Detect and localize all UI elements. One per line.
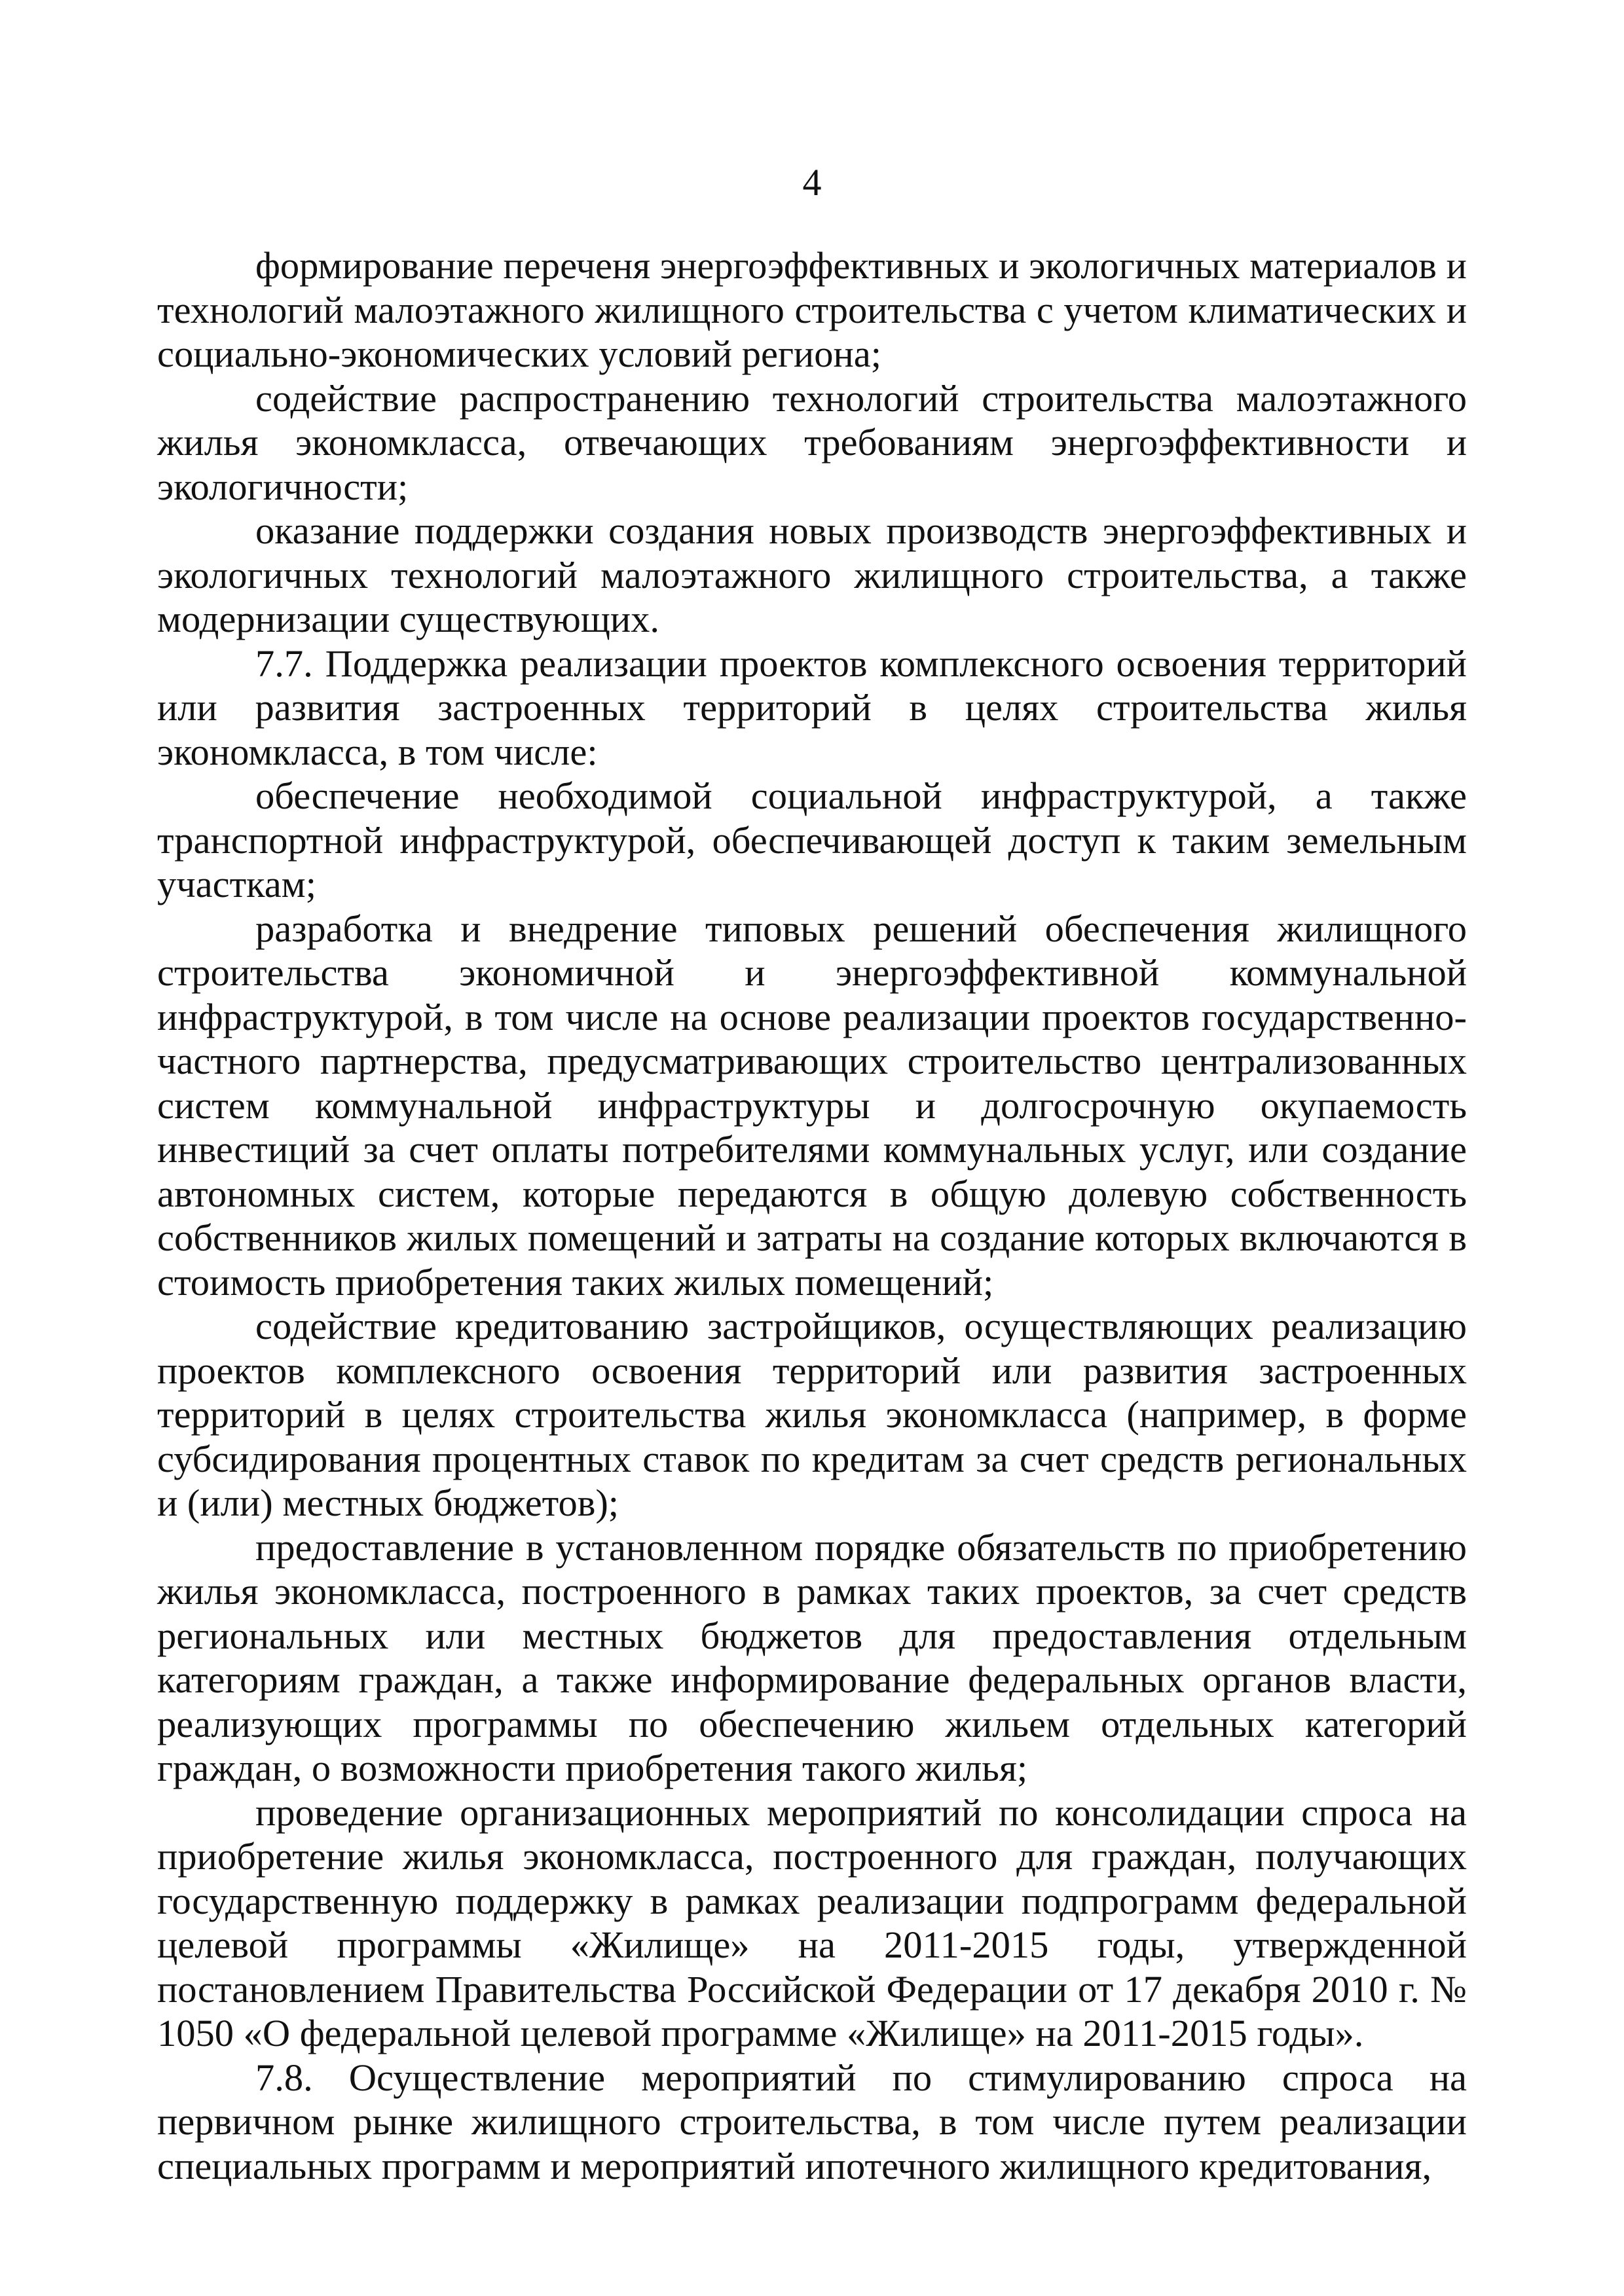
paragraph-section-7-8: 7.8. Осуществление мероприятий по стимулированию спроса на первичном рынке жилищного строительства, в том числе путем реализации специальных программ и мероприятий ипотечного жилищного кредитования, xyxy=(157,2056,1467,2187)
paragraph-developer-credit: содействие кредитованию застройщиков, осуществляющих реализацию проектов комплексного освоения территорий или развития застроенных территорий в целях строительства жилья экономкласса (например, в форме субсидирования процентных ставок по кредитам за счет средств региональных и (или) местных бюджетов); xyxy=(157,1305,1467,1524)
paragraph-infrastructure-provision: обеспечение необходимой социальной инфраструктурой, а также транспортной инфраструктурой, обеспечивающей доступ к таким земельным участкам; xyxy=(157,774,1467,905)
document-body xyxy=(157,244,1467,2188)
paragraph-production-support: оказание поддержки создания новых производств энергоэффективных и экологичных технологий малоэтажного жилищного строительства, а также модернизации существующих. xyxy=(157,509,1467,640)
paragraph-demand-consolidation: проведение организационных мероприятий по консолидации спроса на приобретение жилья экономкласса, построенного для граждан, получающих государственную поддержку в рамках реализации подпрограмм федеральной целевой программы «Жилище» на 2011-2015 годы, утвержденной постановлением Правительства Российской Федерации от 17 декабря 2010 г. № 1050 «О федеральной целевой программе «Жилище» на 2011-2015 годы». xyxy=(157,1791,1467,2054)
paragraph-technology-promotion: содействие распространению технологий строительства малоэтажного жилья экономкласса, отвечающих требованиям энергоэффективности и экологичности; xyxy=(157,376,1467,508)
paragraph-materials-list: формирование переченя энергоэффективных и экологичных материалов и технологий малоэтажного жилищного строительства с учетом климатических и социально-экономических условий региона; xyxy=(157,244,1467,375)
page-number: 4 xyxy=(802,161,822,204)
paragraph-purchase-obligations: предоставление в установленном порядке обязательств по приобретению жилья экономкласса, построенного в рамках таких проектов, за счет средств региональных или местных бюджетов для предоставления отдельным категориям граждан, а также информирование федеральных органов власти, реализующих программы по обеспечению жильем отдельных категорий граждан, о возможности приобретения такого жилья; xyxy=(157,1525,1467,1789)
paragraph-utility-solutions: разработка и внедрение типовых решений обеспечения жилищного строительства экономичной и энергоэффективной коммунальной инфраструктурой, в том числе на основе реализации проектов государственно-частного партнерства, предусматривающих строительство централизованных систем коммунальной инфраструктуры и долгосрочную окупаемость инвестиций за счет оплаты потребителями коммунальных услуг, или создание автономных систем, которые передаются в общую долевую собственность собственников жилых помещений и затраты на создание которых включаются в стоимость приобретения таких жилых помещений; xyxy=(157,907,1467,1303)
paragraph-section-7-7: 7.7. Поддержка реализации проектов комплексного освоения территорий или развития застроенных территорий в целях строительства жилья экономкласса, в том числе: xyxy=(157,642,1467,773)
